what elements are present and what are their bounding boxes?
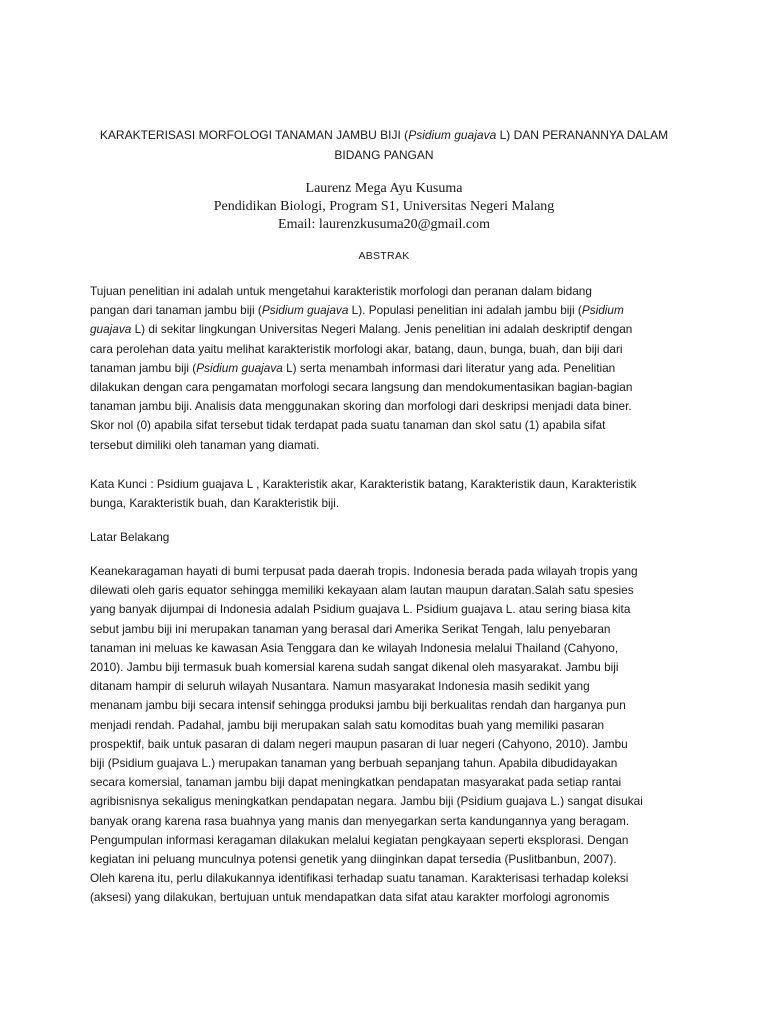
text-line: dilewati oleh garis equator sehingga memiliki kekayaan alam lautan maupun daratan.Salah satu spesies xyxy=(90,583,634,598)
text-line: tanaman jambu biji. Analisis data menggunakan skoring dan morfologi dari deskripsi menjadi data biner. xyxy=(90,399,632,414)
text-line: menanam jambu biji secara intensif sehingga produksi jambu biji berkualitas rendah dan harganya pun xyxy=(90,698,626,713)
text-line: Tujuan penelitian ini adalah untuk mengetahui karakteristik morfologi dan peranan dalam bidang xyxy=(90,284,592,298)
text-line: ditanam hampir di seluruh wilayah Nusantara. Namun masyarakat Indonesia masih sedikit yang xyxy=(90,679,590,694)
text-line: Keanekaragaman hayati di bumi terpusat pada daerah tropis. Indonesia berada pada wilayah tropis yang xyxy=(90,564,638,578)
title-text: KARAKTERISASI MORFOLOGI TANAMAN JAMBU BIJI ( xyxy=(99,128,409,142)
text-line: prospektif, baik untuk pasaran di dalam negeri maupun pasaran di luar negeri (Cahyono, 2010). Jambu xyxy=(90,736,628,751)
text-line xyxy=(90,301,682,320)
background-body xyxy=(90,562,682,908)
text-line: tanaman ini meluas ke kawasan Asia Tenggara dan ke wilayah Indonesia melalui Thailand (Cahyono, xyxy=(90,640,619,655)
text-line: Kata Kunci : Psidium guajava L , Karakteristik akar, Karakteristik batang, Karakteristik daun, Karakteristik xyxy=(90,477,637,491)
text-line xyxy=(90,359,682,378)
italic-species-name: Psidium guajava xyxy=(196,360,283,375)
paper-title-line-1 xyxy=(90,125,678,145)
paper-title-line-2: BIDANG PANGAN xyxy=(334,148,434,162)
author-affiliation: Pendidikan Biologi, Program S1, Universitas Negeri Malang xyxy=(213,199,555,214)
text-line: menjadi rendah. Padahal, jambu biji merupakan salah satu komoditas buah yang memiliki pasaran xyxy=(90,717,605,732)
text-line: tersebut dimiliki oleh tanaman yang diamati. xyxy=(90,437,320,452)
text-line: cara perolehan data yaitu melihat karakteristik morfologi akar, batang, daun, bunga, buah, dan biji dari xyxy=(90,341,623,356)
italic-species-name: Psidium xyxy=(581,303,624,318)
text-line: Pengumpulan informasi keragaman dilakukan melalui kegiatan pengkayaan seperti eksplorasi. Dengan xyxy=(90,832,629,847)
text-line: secara komersial, tanaman jambu biji dapat meningkatkan pendapatan masyarakat pada setiap rantai xyxy=(90,775,622,790)
author-email: Email: laurenzkusuma20@gmail.com xyxy=(278,217,490,232)
text-line: (aksesi) yang dilakukan, bertujuan untuk mendapatkan data sifat atau karakter morfologi agronomis xyxy=(90,890,610,905)
title-species: Psidium guajava xyxy=(408,128,497,142)
text-line: Skor nol (0) apabila sifat tersebut tidak terdapat pada suatu tanaman dan skol satu (1) apabila sifat xyxy=(90,418,606,433)
text-line xyxy=(90,320,682,339)
text-segment: L) serta menambah informasi dari literatur yang ada. Penelitian xyxy=(282,360,616,375)
italic-species-name: Psidium guajava xyxy=(261,303,349,318)
text-line: kegiatan ini peluang munculnya potensi genetik yang diinginkan dapat tersedia (Puslitbanbun, 2007). xyxy=(90,852,617,867)
text-segment: pangan dari tanaman jambu biji ( xyxy=(90,303,262,318)
author-block xyxy=(90,180,678,234)
text-segment: L). Populasi penelitian ini adalah jambu biji ( xyxy=(348,303,582,318)
text-segment: tanaman jambu biji ( xyxy=(90,360,197,375)
text-line: biji (Psidium guajava L.) merupakan tanaman yang berbuah sepanjang tahun. Apabila dibudidayakan xyxy=(90,756,618,771)
text-segment: L) di sekitar lingkungan Universitas Negeri Malang. Jenis penelitian ini adalah deskriptif dengan xyxy=(131,322,633,337)
text-line: dilakukan dengan cara pengamatan morfologi secara langsung dan mendokumentasikan bagian-bagian xyxy=(90,380,633,395)
section-heading: Latar Belakang xyxy=(90,530,170,544)
abstract-body xyxy=(90,282,682,455)
text-line: banyak orang karena rasa buahnya yang manis dan menyegarkan serta kandungannya yang beragam. xyxy=(90,813,630,828)
text-line: 2010). Jambu biji termasuk buah komersial karena sudah sangat dikenal oleh masyarakat. Jambu biji xyxy=(90,660,619,675)
text-line: bunga, Karakteristik buah, dan Karakteristik biji. xyxy=(90,496,340,511)
italic-species-name: guajava xyxy=(90,322,132,337)
author-name: Laurenz Mega Ayu Kusuma xyxy=(305,181,463,196)
text-line: sebut jambu biji ini merupakan tanaman yang berasal dari Amerika Serikat Tengah, lalu penyebaran xyxy=(90,621,611,636)
title-text: L) DAN PERANANNYA DALAM xyxy=(496,128,669,142)
paper-title xyxy=(90,125,678,165)
text-line: Oleh karena itu, perlu dilakukannya identifikasi terhadap suatu tanaman. Karakterisasi terhadap koleksi xyxy=(90,871,629,886)
text-line: yang banyak dijumpai di Indonesia adalah Psidium guajava L. Psidium guajava L. atau sering biasa kita xyxy=(90,602,631,617)
text-line: agribisnisnya sekaligus meningkatkan pendapatan negara. Jambu biji (Psidium guajava L.) sangat disukai xyxy=(90,794,643,809)
keywords-paragraph xyxy=(90,475,682,513)
abstract-heading: ABSTRAK xyxy=(358,250,410,262)
